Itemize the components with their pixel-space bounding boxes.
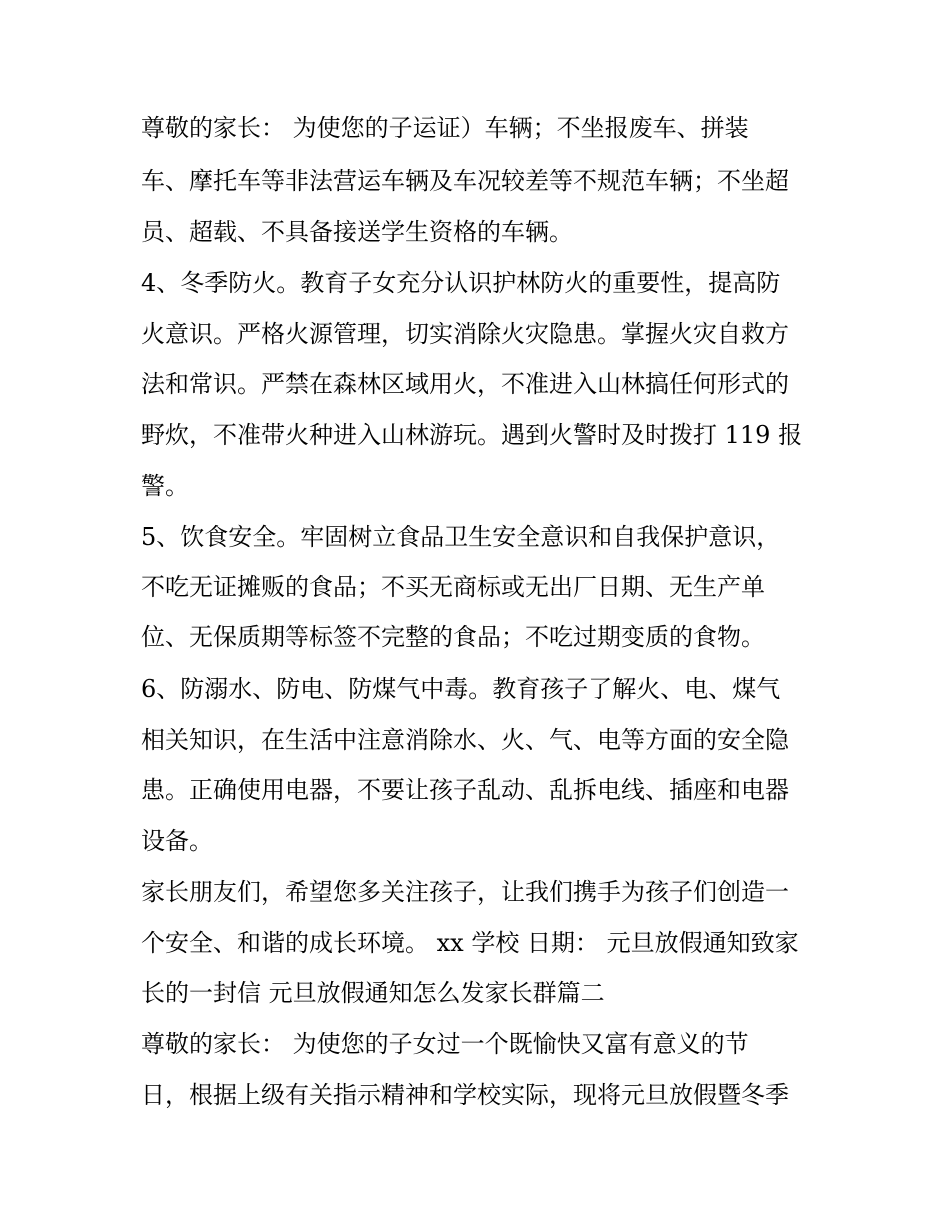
text-line: 个安全、和谐的成长环境。 xx 学校 日期： 元旦放假通知致家 bbox=[141, 929, 799, 957]
text-line: 位、无保质期等标签不完整的食品；不吃过期变质的食物。 bbox=[141, 623, 765, 651]
text-line: 日，根据上级有关指示精神和学校实际，现将元旦放假暨冬季 bbox=[141, 1081, 789, 1109]
text-line: 家长朋友们，希望您多关注孩子，让我们携手为孩子们创造一 bbox=[141, 878, 789, 906]
text-line: 6、防溺水、防电、防煤气中毒。教育孩子了解火、电、煤气 bbox=[141, 675, 781, 703]
text-line: 火意识。严格火源管理，切实消除火灾隐患。掌握火灾自救方 bbox=[141, 320, 789, 348]
text-line: 不吃无证摊贩的食品；不买无商标或无出厂日期、无生产单 bbox=[141, 573, 765, 601]
text-line: 尊敬的家长： 为使您的子运证）车辆；不坐报废车、拼装 bbox=[141, 114, 749, 142]
text-line: 尊敬的家长： 为使您的子女过一个既愉快又富有意义的节 bbox=[141, 1030, 749, 1058]
text-line: 5、饮食安全。牢固树立食品卫生安全意识和自我保护意识， bbox=[141, 523, 781, 551]
text-line: 警。 bbox=[141, 472, 189, 500]
text-line: 4、冬季防火。教育子女充分认识护林防火的重要性，提高防 bbox=[141, 269, 781, 297]
text-line: 员、超载、不具备接送学生资格的车辆。 bbox=[141, 218, 573, 246]
text-line: 野炊，不准带火种进入山林游玩。遇到火警时及时拨打 119 报 bbox=[141, 421, 803, 449]
text-line: 长的一封信 元旦放假通知怎么发家长群篇二 bbox=[141, 979, 605, 1007]
text-line: 法和常识。严禁在森林区域用火，不准进入山林搞任何形式的 bbox=[141, 370, 789, 398]
text-line: 车、摩托车等非法营运车辆及车况较差等不规范车辆；不坐超 bbox=[141, 167, 789, 195]
text-line: 患。正确使用电器，不要让孩子乱动、乱拆电线、插座和电器 bbox=[141, 776, 789, 804]
text-line: 设备。 bbox=[141, 827, 213, 855]
text-line: 相关知识，在生活中注意消除水、火、气、电等方面的安全隐 bbox=[141, 726, 789, 754]
